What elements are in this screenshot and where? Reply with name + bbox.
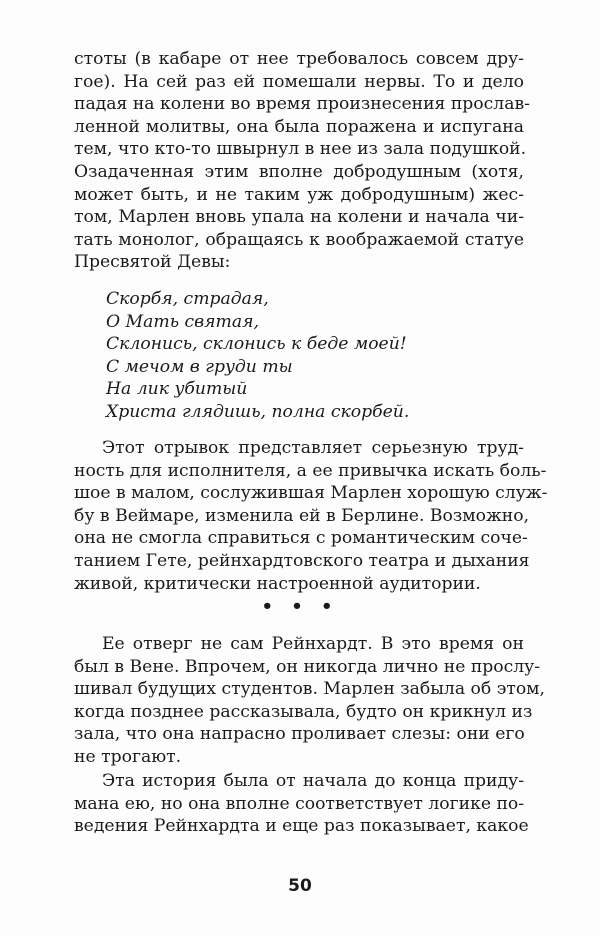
paragraph-2	[74, 437, 548, 595]
text-line: Ее отверг не сам Рейнхардт. В это время он	[102, 634, 524, 654]
section-separator: • • •	[261, 596, 339, 617]
text-line: ведения Рейнхардта и еще раз показывает, какое	[74, 816, 529, 837]
text-line: тем, что кто-то швырнул в нее из зала подушкой.	[74, 139, 527, 160]
paragraph-3	[74, 633, 546, 769]
verse-line: С мечом в груди ты	[106, 356, 293, 377]
text-line: шое в малом, сослужившая Марлен хорошую служ-	[74, 483, 548, 504]
page-number: 50	[288, 876, 312, 896]
verse-line: Христа глядишь, полна скорбей.	[106, 401, 410, 422]
verse-block	[106, 288, 526, 424]
text-line: мана ею, но она вполне соответствует логике по-	[74, 793, 525, 814]
verse-line: О Мать святая,	[106, 311, 259, 332]
text-line: стоты (в кабаре от нее требовалось совсем дру-	[74, 49, 524, 69]
verse-line: Склонись, склонись к беде моей!	[106, 334, 407, 355]
text-line: Эта история была от начала до конца приду-	[102, 771, 524, 791]
paragraph-4	[74, 770, 529, 838]
text-line: Этот отрывок представляет серьезную труд-	[102, 438, 524, 458]
text-line: Озадаченная этим вполне добродушным (хотя,	[74, 161, 524, 182]
text-line: тать монолог, обращаясь к воображаемой статуе	[74, 229, 524, 250]
text-line: может быть, и не таким уж добродушным) жес-	[74, 184, 524, 205]
text-line: падая на колени во время произнесения прослав-	[74, 94, 530, 115]
text-line: она не смогла справиться с романтическим соче-	[74, 528, 528, 549]
text-line: гое). На сей раз ей помешали нервы. То и дело	[74, 71, 524, 92]
text-line: бу в Веймаре, изменила ей в Берлине. Возможно,	[74, 505, 530, 526]
text-line: шивал будущих студентов. Марлен забыла об этом,	[74, 679, 546, 700]
text-line: том, Марлен вновь упала на колени и начала чи-	[74, 207, 524, 228]
text-line: зала, что она напрасно проливает слезы: они его	[74, 724, 525, 745]
verse-line: Скорбя, страдая,	[106, 289, 269, 309]
text-line: был в Вене. Впрочем, он никогда лично не прослу-	[74, 656, 541, 677]
text-line: ность для исполнителя, а ее привычка искать боль-	[74, 460, 547, 481]
paragraph-1	[74, 48, 530, 274]
text-line: Пресвятой Девы:	[74, 252, 231, 273]
text-line: когда позднее рассказывала, будто он крикнул из	[74, 701, 533, 722]
text-line: танием Гете, рейнхардтовского театра и дыхания	[74, 550, 530, 571]
text-line: не трогают.	[74, 746, 182, 767]
text-line: ленной молитвы, она была поражена и испугана	[74, 116, 524, 137]
verse-line: На лик убитый	[106, 379, 248, 400]
text-line: живой, критически настроенной аудитории.	[74, 573, 481, 594]
